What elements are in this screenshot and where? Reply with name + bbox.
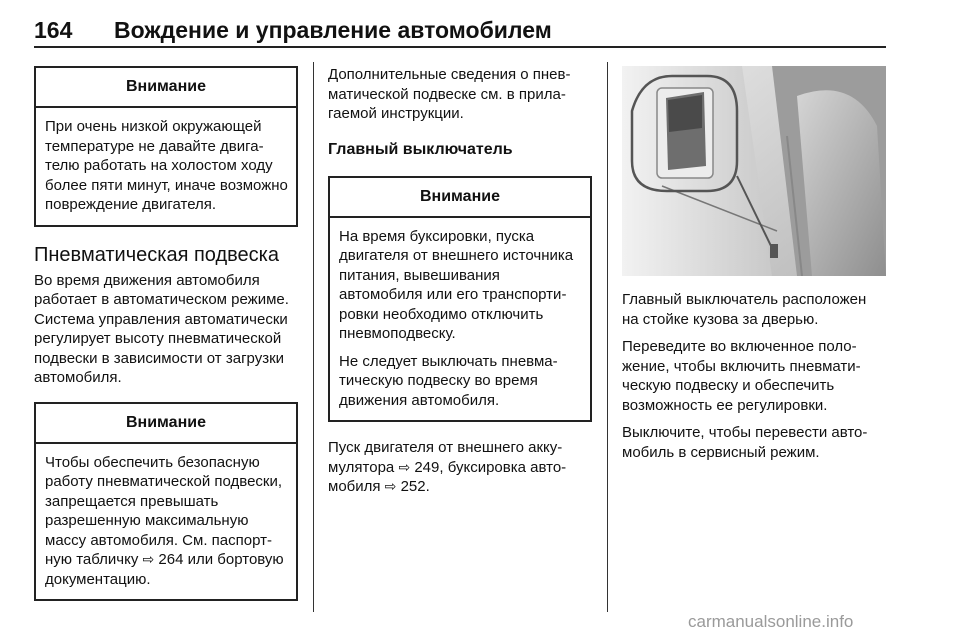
page-number: 164 — [34, 17, 73, 43]
warning-text: На время буксировки, пуска двигателя от внешнего источника питания, вывешивания автомобиля или его транспортировки необходимо отключить пневмоподвеску. — [339, 227, 574, 342]
switch-location-text: Главный выключатель расположен на стойке кузова за дверью. — [622, 291, 867, 328]
intro-text: Дополнительные сведения о пневматической подвеске см. в прилагаемой инструкции. — [328, 66, 571, 122]
page-reference-icon: ⇨ — [142, 551, 155, 567]
column-3 — [622, 66, 886, 470]
page-reference-link[interactable]: 249 — [414, 458, 440, 476]
watermark: carmanualsonline.info — [688, 612, 854, 631]
column-divider-1 — [313, 62, 314, 612]
subheading-main-switch: Главный выключатель — [328, 140, 513, 158]
warning-box-weight — [34, 402, 298, 602]
section-text: Во время движения автомобиля работает в автоматическом режиме. Система управления автоматически регулирует высоту пневматической подвески в зависимости от загрузки автомобиля. — [34, 271, 289, 386]
column-2 — [328, 66, 592, 505]
column-divider-2 — [607, 62, 608, 612]
warning-text: При очень низкой окружающей температуре не давайте двигателю работать на холостом ходу более пяти минут, иначе возможно повреждение двигателя. — [45, 118, 288, 213]
warning-title: Внимание — [36, 404, 296, 444]
chapter-title: Вождение и управление автомобилем — [114, 17, 552, 43]
warning-box-idle — [34, 66, 298, 227]
page-header — [34, 14, 886, 48]
switch-on-text: Переведите во включенное положение, чтобы включить пневматическую подвеску и обеспечить возможность ее регулировки. — [622, 338, 861, 414]
page-reference-icon: ⇨ — [398, 458, 411, 475]
warning-text: Не следует выключать пневматическую подвеску во время движения автомобиля. — [339, 352, 558, 409]
switch-location-photo — [622, 66, 886, 276]
column-1 — [34, 66, 298, 617]
page-reference-link[interactable]: 264 — [158, 551, 184, 568]
switch-off-text: Выключите, чтобы перевести автомобиль в сервисный режим. — [622, 424, 868, 461]
section-title-air-suspension: Пневматическая подвеска — [34, 243, 279, 266]
warning-box-towing — [328, 176, 592, 423]
page-reference-icon: ⇨ — [384, 478, 397, 494]
page-reference-link[interactable]: 252 — [400, 478, 426, 495]
cross-reference-text: Пуск двигателя от внешнего аккумулятора ⇨ 249, буксировка автомобиля ⇨ 252. — [328, 439, 567, 495]
warning-title: Внимание — [330, 178, 590, 218]
warning-text: Чтобы обеспечить безопасную работу пневматической подвески, запрещается превышать разрешенную максимальную массу автомобиля. См. паспортную табличку ⇨ 264 или бортовую документацию. — [45, 453, 284, 588]
warning-title: Внимание — [36, 68, 296, 108]
